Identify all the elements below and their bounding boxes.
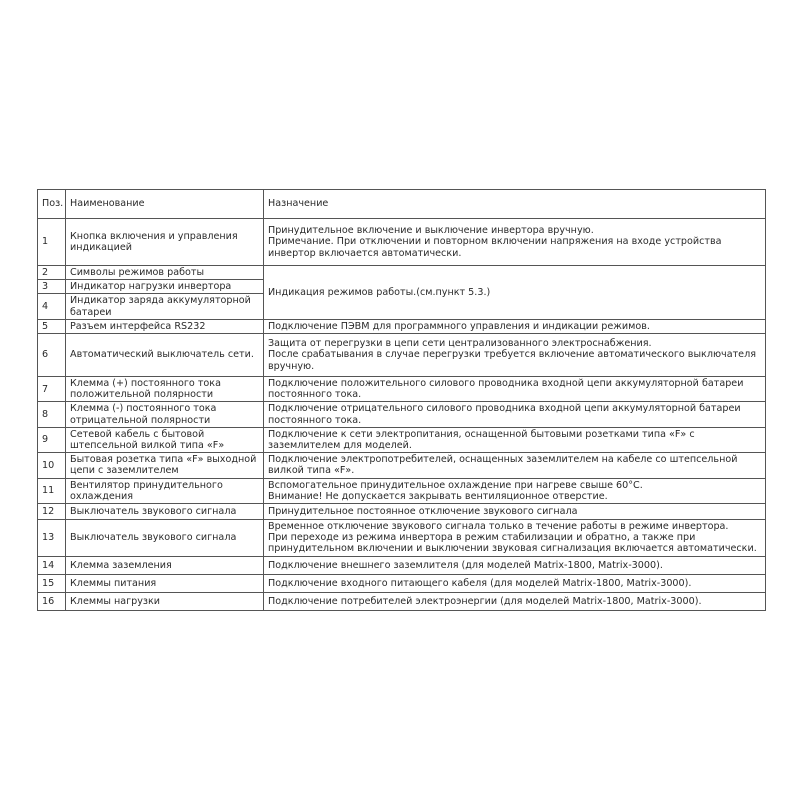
purpose-line: Внимание! Не допускается закрывать вентиляционное отверстие. [268, 490, 608, 502]
table-row [38, 377, 766, 402]
table-row [38, 427, 766, 452]
row-pos: 4 [38, 294, 66, 319]
row-pos: 5 [38, 319, 66, 333]
row-pos: 2 [38, 266, 66, 280]
row-purpose-merged: Индикация режимов работы.(см.пункт 5.3.) [264, 266, 766, 320]
row-name: Вентилятор принудительного охлаждения [66, 478, 264, 503]
row-purpose [264, 219, 766, 266]
row-purpose [264, 478, 766, 503]
table-row [38, 478, 766, 503]
row-purpose: Подключение потребителей электроэнергии (для моделей Matrix-1800, Matrix-3000). [264, 592, 766, 610]
row-name: Символы режимов работы [66, 266, 264, 280]
row-name: Клеммы нагрузки [66, 592, 264, 610]
purpose-line: Защита от перегрузки в цепи сети централизованного электроснабжения. [268, 338, 652, 350]
row-name: Клемма заземления [66, 556, 264, 574]
row-name: Автоматический выключатель сети. [66, 334, 264, 377]
row-name: Кнопка включения и управления индикацией [66, 219, 264, 266]
table-row [38, 453, 766, 478]
row-purpose: Подключение электропотребителей, оснащенных заземлителем на кабеле со штепсельной вилкой типа «F». [264, 453, 766, 478]
row-name: Клемма (+) постоянного тока положительной полярности [66, 377, 264, 402]
header-purpose: Назначение [264, 190, 766, 219]
row-purpose: Подключение внешнего заземлителя (для моделей Matrix-1800, Matrix-3000). [264, 556, 766, 574]
table-row [38, 266, 766, 280]
row-pos: 10 [38, 453, 66, 478]
table-row [38, 520, 766, 557]
purpose-line: Вспомогательное принудительное охлаждение при нагреве свыше 60°С. [268, 479, 643, 491]
row-pos: 12 [38, 504, 66, 520]
table-row [38, 592, 766, 610]
purpose-line: Примечание. При отключении и повторном включении напряжения на входе устройства инвертор включается автоматически. [268, 236, 722, 259]
purpose-line: После срабатывания в случае перегрузки требуется включение автоматического выключателя вручную. [268, 349, 756, 372]
table-row [38, 334, 766, 377]
table-row [38, 504, 766, 520]
row-name: Выключатель звукового сигнала [66, 520, 264, 557]
purpose-line: Временное отключение звукового сигнала только в течение работы в режиме инвертора. [268, 521, 729, 533]
row-name: Разъем интерфейса RS232 [66, 319, 264, 333]
row-purpose: Подключение ПЭВМ для программного управления и индикации режимов. [264, 319, 766, 333]
purpose-line: При переходе из режима инвертора в режим стабилизации и обратно, а также при принудительном включении и выключении звуковая сигнализация включается автоматически. [268, 532, 757, 555]
row-purpose: Подключение положительного силового проводника входной цепи аккумуляторной батареи постоянного тока. [264, 377, 766, 402]
row-pos: 11 [38, 478, 66, 503]
row-name: Клеммы питания [66, 574, 264, 592]
table-row [38, 574, 766, 592]
table-row [38, 556, 766, 574]
row-name: Индикатор заряда аккумуляторной батареи [66, 294, 264, 319]
row-name: Клемма (-) постоянного тока отрицательной полярности [66, 402, 264, 427]
row-pos: 14 [38, 556, 66, 574]
header-pos: Поз. [38, 190, 66, 219]
row-pos: 1 [38, 219, 66, 266]
table-row [38, 402, 766, 427]
specification-table [37, 189, 766, 611]
row-pos: 7 [38, 377, 66, 402]
row-pos: 8 [38, 402, 66, 427]
row-purpose [264, 520, 766, 557]
table-header-row [38, 190, 766, 219]
row-purpose: Принудительное постоянное отключение звукового сигнала [264, 504, 766, 520]
row-purpose: Подключение отрицательного силового проводника входной цепи аккумуляторной батареи постоянного тока. [264, 402, 766, 427]
row-pos: 9 [38, 427, 66, 452]
row-pos: 13 [38, 520, 66, 557]
row-pos: 3 [38, 280, 66, 294]
table-row [38, 219, 766, 266]
row-name: Бытовая розетка типа «F» выходной цепи с заземлителем [66, 453, 264, 478]
header-name: Наименование [66, 190, 264, 219]
row-name: Индикатор нагрузки инвертора [66, 280, 264, 294]
row-name: Выключатель звукового сигнала [66, 504, 264, 520]
purpose-line: Принудительное включение и выключение инвертора вручную. [268, 225, 594, 237]
row-purpose [264, 334, 766, 377]
row-purpose: Подключение к сети электропитания, оснащенной бытовыми розетками типа «F» с заземлителем для моделей. [264, 427, 766, 452]
table-row [38, 319, 766, 333]
row-pos: 6 [38, 334, 66, 377]
row-pos: 16 [38, 592, 66, 610]
row-purpose: Подключение входного питающего кабеля (для моделей Matrix-1800, Matrix-3000). [264, 574, 766, 592]
row-pos: 15 [38, 574, 66, 592]
row-name: Сетевой кабель с бытовой штепсельной вилкой типа «F» [66, 427, 264, 452]
